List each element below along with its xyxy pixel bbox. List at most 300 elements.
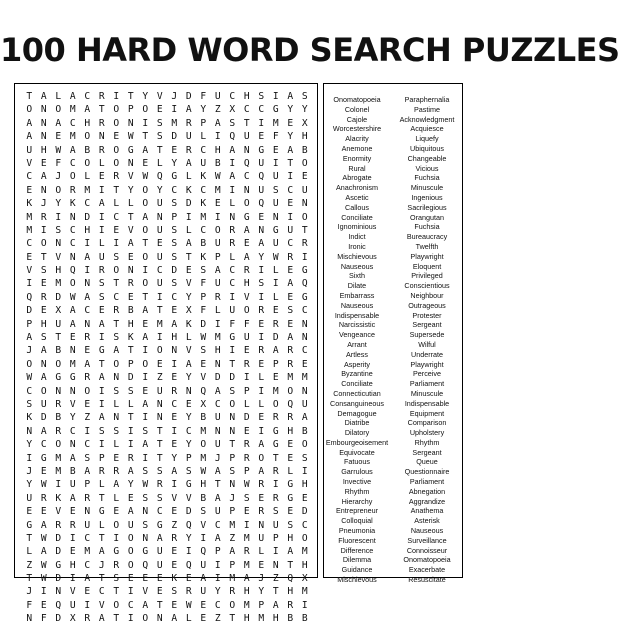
grid-letter: N <box>55 385 62 397</box>
grid-letter: A <box>40 425 47 437</box>
grid-letter: E <box>200 599 207 611</box>
grid-letter: O <box>142 613 149 625</box>
grid-letter: H <box>301 479 308 491</box>
grid-letter: V <box>98 599 105 611</box>
grid-letter: M <box>69 104 76 116</box>
grid-letter: E <box>40 157 47 169</box>
grid-letter: F <box>200 278 207 290</box>
grid-letter: E <box>127 573 134 585</box>
grid-letter: A <box>40 91 47 102</box>
grid-letter: I <box>142 265 149 277</box>
grid-letter: N <box>229 425 236 437</box>
grid-letter: R <box>156 479 163 491</box>
grid-letter: A <box>287 144 294 156</box>
word-list-item: Artless <box>346 349 368 359</box>
grid-letter: C <box>26 385 33 397</box>
grid-letter: N <box>127 157 134 169</box>
grid-letter: T <box>98 358 105 370</box>
grid-letter: L <box>113 198 120 210</box>
grid-letter: O <box>142 224 149 236</box>
grid-letter: R <box>258 305 265 317</box>
grid-letter: C <box>84 532 91 544</box>
word-list-item: Indispensable <box>334 310 380 320</box>
grid-letter: R <box>272 318 279 330</box>
grid-letter: O <box>26 358 33 370</box>
grid-letter: S <box>171 251 178 263</box>
grid-row <box>22 385 312 398</box>
grid-letter: E <box>258 559 265 571</box>
grid-letter: M <box>26 211 33 223</box>
grid-letter: P <box>127 358 134 370</box>
grid-letter: Z <box>229 532 236 544</box>
grid-letter: K <box>26 412 33 424</box>
grid-letter: C <box>69 157 76 169</box>
grid-letter: R <box>55 398 62 410</box>
grid-letter: C <box>98 586 105 598</box>
grid-letter: A <box>214 117 221 129</box>
grid-letter: G <box>272 224 279 236</box>
grid-letter: G <box>272 425 279 437</box>
grid-letter: I <box>185 211 192 223</box>
grid-letter: R <box>40 291 47 303</box>
grid-letter: R <box>98 144 105 156</box>
grid-letter: G <box>258 144 265 156</box>
grid-letter: K <box>26 198 33 210</box>
grid-letter: U <box>214 439 221 451</box>
grid-letter: C <box>301 305 308 317</box>
grid-letter: V <box>171 492 178 504</box>
grid-letter: H <box>40 318 47 330</box>
grid-letter: E <box>243 238 250 250</box>
grid-letter: C <box>84 439 91 451</box>
grid-letter: I <box>301 465 308 477</box>
grid-letter: H <box>243 91 250 102</box>
grid-row <box>22 237 312 250</box>
grid-letter: Y <box>127 184 134 196</box>
grid-letter: A <box>40 546 47 558</box>
grid-letter: H <box>84 224 91 236</box>
grid-letter: V <box>200 372 207 384</box>
grid-row <box>22 90 312 103</box>
grid-letter: M <box>171 117 178 129</box>
grid-letter: E <box>171 439 178 451</box>
grid-letter: M <box>301 586 308 598</box>
grid-letter: H <box>287 586 294 598</box>
grid-letter: L <box>272 291 279 303</box>
grid-letter: Y <box>26 479 33 491</box>
grid-letter: R <box>69 184 76 196</box>
grid-letter: E <box>272 144 279 156</box>
word-list-item: Rhythm <box>414 437 440 447</box>
grid-letter: U <box>200 586 207 598</box>
word-list-item: Colloquial <box>341 516 373 526</box>
page-title: 100 HARD WORD SEARCH PUZZLES <box>0 31 620 69</box>
grid-letter: Y <box>171 157 178 169</box>
word-list-item: Pneumonia <box>338 526 376 536</box>
grid-letter: U <box>40 398 47 410</box>
grid-letter: R <box>127 452 134 464</box>
grid-row <box>22 452 312 465</box>
grid-letter: Q <box>287 398 294 410</box>
grid-letter: R <box>229 224 236 236</box>
grid-letter: E <box>40 278 47 290</box>
word-list-item: Dilatory <box>344 428 370 438</box>
grid-letter: N <box>40 104 47 116</box>
grid-letter: C <box>69 224 76 236</box>
grid-letter: P <box>243 465 250 477</box>
grid-letter: T <box>229 358 236 370</box>
grid-letter: E <box>142 318 149 330</box>
grid-letter: M <box>26 224 33 236</box>
grid-letter: Z <box>26 559 33 571</box>
grid-letter: S <box>258 278 265 290</box>
word-list-item: Playwright <box>410 359 444 369</box>
grid-letter: G <box>69 372 76 384</box>
word-list-item: Asterisk <box>414 516 440 526</box>
grid-letter: R <box>272 465 279 477</box>
grid-letter: E <box>127 492 134 504</box>
grid-letter: A <box>84 465 91 477</box>
grid-letter: U <box>272 171 279 183</box>
grid-letter: G <box>98 506 105 518</box>
word-list-item: Comparison <box>407 418 447 428</box>
word-list-item: Cajole <box>346 114 368 124</box>
grid-letter: I <box>98 385 105 397</box>
word-list-item: Enormity <box>342 153 372 163</box>
grid-row <box>22 425 312 438</box>
grid-letter: B <box>200 492 207 504</box>
grid-letter: I <box>55 479 62 491</box>
grid-letter: S <box>171 198 178 210</box>
grid-letter: S <box>113 251 120 263</box>
grid-letter: T <box>156 425 163 437</box>
grid-letter: N <box>272 211 279 223</box>
word-list-item: Minuscule <box>410 183 444 193</box>
grid-letter: L <box>185 613 192 625</box>
grid-letter: R <box>171 532 178 544</box>
grid-letter: R <box>113 465 120 477</box>
grid-letter: E <box>287 439 294 451</box>
grid-letter: E <box>171 412 178 424</box>
grid-row <box>22 291 312 304</box>
grid-letter: E <box>98 305 105 317</box>
word-list-item: Demagogue <box>337 408 377 418</box>
grid-letter: N <box>98 131 105 143</box>
grid-letter: C <box>113 211 120 223</box>
grid-letter: D <box>84 211 91 223</box>
grid-letter: V <box>185 345 192 357</box>
grid-letter: R <box>258 345 265 357</box>
grid-letter: Y <box>26 439 33 451</box>
grid-row <box>22 438 312 451</box>
grid-letter: D <box>55 546 62 558</box>
grid-row <box>22 371 312 384</box>
grid-letter: L <box>258 546 265 558</box>
grid-letter: N <box>301 318 308 330</box>
grid-letter: D <box>127 372 134 384</box>
word-list-item: Upholstery <box>409 428 445 438</box>
grid-letter: I <box>185 546 192 558</box>
grid-letter: R <box>185 586 192 598</box>
grid-letter: S <box>142 492 149 504</box>
grid-letter: U <box>272 238 279 250</box>
word-list-item: Sergeant <box>412 447 442 457</box>
grid-letter: S <box>156 131 163 143</box>
grid-row <box>22 532 312 545</box>
grid-letter: I <box>55 211 62 223</box>
grid-letter: A <box>69 452 76 464</box>
grid-letter: N <box>214 425 221 437</box>
word-list-item: Neighbour <box>410 290 444 300</box>
grid-letter: O <box>40 385 47 397</box>
word-list-column-1 <box>322 95 392 585</box>
grid-row <box>22 224 312 237</box>
word-list-item: Indict <box>348 232 366 242</box>
grid-letter: L <box>113 492 120 504</box>
grid-letter: I <box>98 439 105 451</box>
grid-letter: E <box>171 599 178 611</box>
grid-letter: A <box>214 532 221 544</box>
grid-letter: C <box>171 184 178 196</box>
grid-letter: T <box>156 452 163 464</box>
grid-letter: I <box>127 439 134 451</box>
grid-letter: I <box>214 131 221 143</box>
grid-letter: I <box>127 613 134 625</box>
grid-letter: N <box>156 211 163 223</box>
grid-letter: U <box>69 479 76 491</box>
grid-letter: I <box>69 573 76 585</box>
grid-letter: V <box>156 91 163 102</box>
grid-letter: N <box>301 332 308 344</box>
word-list-item: Wilful <box>418 339 436 349</box>
grid-letter: U <box>156 278 163 290</box>
grid-letter: E <box>185 398 192 410</box>
grid-letter: B <box>69 465 76 477</box>
grid-letter: A <box>287 546 294 558</box>
grid-letter: A <box>142 305 149 317</box>
grid-row <box>22 344 312 357</box>
grid-letter: O <box>272 398 279 410</box>
grid-letter: I <box>26 452 33 464</box>
grid-letter: Y <box>185 291 192 303</box>
grid-letter: C <box>200 144 207 156</box>
grid-letter: P <box>200 117 207 129</box>
grid-letter: E <box>258 211 265 223</box>
word-list-item: Equipment <box>409 408 445 418</box>
grid-letter: R <box>55 425 62 437</box>
grid-letter: A <box>258 465 265 477</box>
grid-letter: O <box>55 184 62 196</box>
grid-letter: I <box>214 211 221 223</box>
grid-letter: F <box>200 91 207 102</box>
grid-letter: R <box>272 492 279 504</box>
grid-letter: O <box>214 224 221 236</box>
grid-letter: I <box>98 224 105 236</box>
grid-letter: O <box>84 131 91 143</box>
grid-letter: C <box>200 224 207 236</box>
word-list-item: Rhythm <box>344 486 370 496</box>
grid-letter: O <box>301 157 308 169</box>
grid-letter: V <box>26 157 33 169</box>
grid-letter: G <box>301 291 308 303</box>
grid-letter: L <box>185 224 192 236</box>
grid-letter: A <box>185 104 192 116</box>
grid-letter: G <box>185 479 192 491</box>
word-list-item: Aggrandize <box>408 496 446 506</box>
grid-letter: C <box>229 265 236 277</box>
word-list-item: Mischievous <box>337 251 377 261</box>
grid-letter: N <box>214 358 221 370</box>
grid-row <box>22 478 312 491</box>
grid-letter: Q <box>258 171 265 183</box>
word-list-item: Playwright <box>410 251 444 261</box>
grid-letter: E <box>243 506 250 518</box>
grid-letter: V <box>69 586 76 598</box>
grid-letter: P <box>214 546 221 558</box>
grid-letter: E <box>200 358 207 370</box>
grid-letter: S <box>84 452 91 464</box>
grid-letter: G <box>156 519 163 531</box>
grid-letter: P <box>272 532 279 544</box>
grid-row <box>22 117 312 130</box>
grid-letter: V <box>55 506 62 518</box>
grid-letter: M <box>156 318 163 330</box>
grid-letter: I <box>229 184 236 196</box>
grid-letter: I <box>113 532 120 544</box>
grid-letter: A <box>84 358 91 370</box>
grid-letter: P <box>229 559 236 571</box>
grid-letter: A <box>214 385 221 397</box>
grid-letter: L <box>156 157 163 169</box>
grid-letter: I <box>113 238 120 250</box>
grid-letter: E <box>40 305 47 317</box>
grid-letter: R <box>55 519 62 531</box>
grid-letter: C <box>84 198 91 210</box>
grid-letter: A <box>142 398 149 410</box>
grid-letter: R <box>40 492 47 504</box>
grid-letter: N <box>156 398 163 410</box>
grid-letter: X <box>301 573 308 585</box>
grid-letter: T <box>142 131 149 143</box>
word-list-item: Nauseous <box>410 526 444 536</box>
grid-letter: A <box>26 117 33 129</box>
word-list-item: Changeable <box>407 153 447 163</box>
grid-letter: N <box>127 265 134 277</box>
grid-letter: T <box>229 439 236 451</box>
word-list-item: Minuscule <box>410 388 444 398</box>
grid-letter: E <box>156 586 163 598</box>
grid-letter: T <box>40 251 47 263</box>
grid-letter: T <box>156 439 163 451</box>
word-list-item: Narcissistic <box>338 320 376 330</box>
grid-letter: M <box>200 425 207 437</box>
grid-letter: I <box>84 238 91 250</box>
grid-letter: P <box>229 452 236 464</box>
word-list-item: Parliament <box>409 477 445 487</box>
grid-letter: L <box>55 91 62 102</box>
grid-letter: A <box>98 372 105 384</box>
grid-letter: Y <box>185 439 192 451</box>
grid-row <box>22 144 312 157</box>
grid-letter: R <box>287 412 294 424</box>
grid-letter: R <box>113 559 120 571</box>
grid-letter: I <box>84 599 91 611</box>
grid-letter: U <box>156 559 163 571</box>
grid-letter: M <box>84 546 91 558</box>
grid-letter: A <box>229 171 236 183</box>
grid-letter: I <box>287 211 294 223</box>
grid-letter: C <box>171 291 178 303</box>
word-list-item: Abrogate <box>342 173 372 183</box>
grid-letter: W <box>142 479 149 491</box>
grid-letter: D <box>55 573 62 585</box>
grid-letter: Q <box>200 385 207 397</box>
grid-letter: H <box>301 559 308 571</box>
grid-letter: T <box>185 251 192 263</box>
grid-letter: E <box>26 506 33 518</box>
grid-letter: O <box>55 104 62 116</box>
grid-letter: H <box>287 532 294 544</box>
grid-letter: E <box>171 506 178 518</box>
grid-row <box>22 358 312 371</box>
grid-letter: I <box>127 425 134 437</box>
grid-letter: G <box>287 492 294 504</box>
grid-letter: A <box>98 546 105 558</box>
grid-letter: Z <box>272 573 279 585</box>
grid-letter: E <box>69 332 76 344</box>
grid-letter: E <box>142 385 149 397</box>
grid-letter: H <box>301 131 308 143</box>
grid-letter: O <box>84 385 91 397</box>
grid-letter: D <box>214 372 221 384</box>
grid-letter: V <box>55 251 62 263</box>
grid-letter: T <box>113 586 120 598</box>
grid-letter: M <box>229 519 236 531</box>
grid-letter: T <box>156 305 163 317</box>
grid-letter: I <box>40 224 47 236</box>
grid-letter: J <box>171 91 178 102</box>
grid-letter: E <box>156 104 163 116</box>
grid-letter: T <box>127 211 134 223</box>
grid-letter: E <box>127 251 134 263</box>
grid-letter: R <box>301 238 308 250</box>
grid-letter: C <box>258 104 265 116</box>
grid-letter: T <box>98 492 105 504</box>
grid-letter: M <box>55 465 62 477</box>
word-list-item: Connecticutian <box>333 388 381 398</box>
grid-letter: U <box>98 251 105 263</box>
grid-letter: I <box>301 599 308 611</box>
grid-letter: I <box>113 91 120 102</box>
grid-letter: T <box>55 332 62 344</box>
word-list-item: Privileged <box>411 271 443 281</box>
grid-letter: A <box>142 439 149 451</box>
grid-letter: C <box>69 238 76 250</box>
grid-letter: S <box>156 117 163 129</box>
grid-letter: I <box>272 546 279 558</box>
grid-letter: W <box>142 171 149 183</box>
grid-letter: B <box>55 412 62 424</box>
grid-letter: A <box>185 157 192 169</box>
grid-letter: C <box>26 171 33 183</box>
grid-letter: S <box>156 492 163 504</box>
grid-letter: H <box>200 479 207 491</box>
grid-letter: Y <box>171 452 178 464</box>
grid-letter: M <box>301 546 308 558</box>
grid-letter: E <box>243 345 250 357</box>
grid-letter: I <box>272 278 279 290</box>
grid-letter: O <box>229 599 236 611</box>
